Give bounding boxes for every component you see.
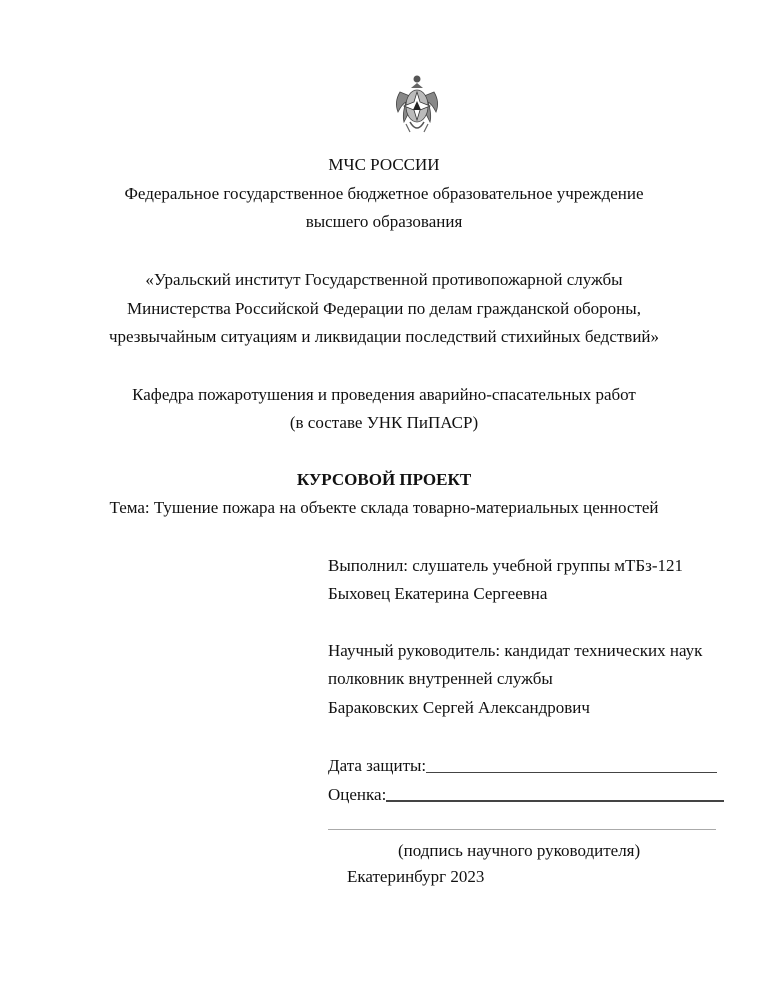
defense-date-label: Дата защиты: — [328, 756, 427, 775]
supervisor-line-1: Научный руководитель: кандидат технических наук — [328, 641, 703, 660]
institution-name-line-1: «Уральский институт Государственной противопожарной службы — [145, 270, 623, 289]
supervisor-rank: полковник внутренней службы — [328, 669, 553, 688]
author-line-1: Выполнил: слушатель учебной группы мТБз-121 — [328, 556, 684, 575]
document-title: КУРСОВОЙ ПРОЕКТ — [296, 470, 472, 489]
grade-blank[interactable] — [386, 782, 724, 802]
institution-name-line-3: чрезвычайным ситуациям и ликвидации последствий стихийных бедствий» — [108, 327, 660, 346]
department-line-2: (в составе УНК ПиПАСР) — [289, 413, 479, 432]
supervisor-name: Бараковских Сергей Александрович — [328, 698, 590, 717]
city-year: Екатеринбург 2023 — [347, 867, 485, 886]
department-line-1: Кафедра пожаротушения и проведения аварийно-спасательных работ — [132, 385, 636, 404]
institution-type-line-1: Федеральное государственное бюджетное образовательное учреждение — [124, 184, 644, 203]
project-topic: Тема: Тушение пожара на объекте склада товарно-материальных ценностей — [109, 498, 659, 517]
signature-line — [328, 829, 716, 830]
grade-field — [328, 782, 724, 805]
institution-type-line-2: высшего образования — [305, 212, 463, 231]
signature-caption: (подпись научного руководителя) — [398, 841, 641, 860]
ministry-name: МЧС РОССИИ — [328, 155, 440, 174]
author-name: Быховец Екатерина Сергеевна — [328, 584, 548, 603]
defense-date-field — [328, 754, 717, 776]
defense-date-blank[interactable] — [426, 754, 717, 773]
mchs-emblem-icon — [392, 74, 442, 136]
institution-name-line-2: Министерства Российской Федерации по делам гражданской обороны, — [127, 299, 641, 318]
grade-label: Оценка: — [328, 785, 387, 804]
